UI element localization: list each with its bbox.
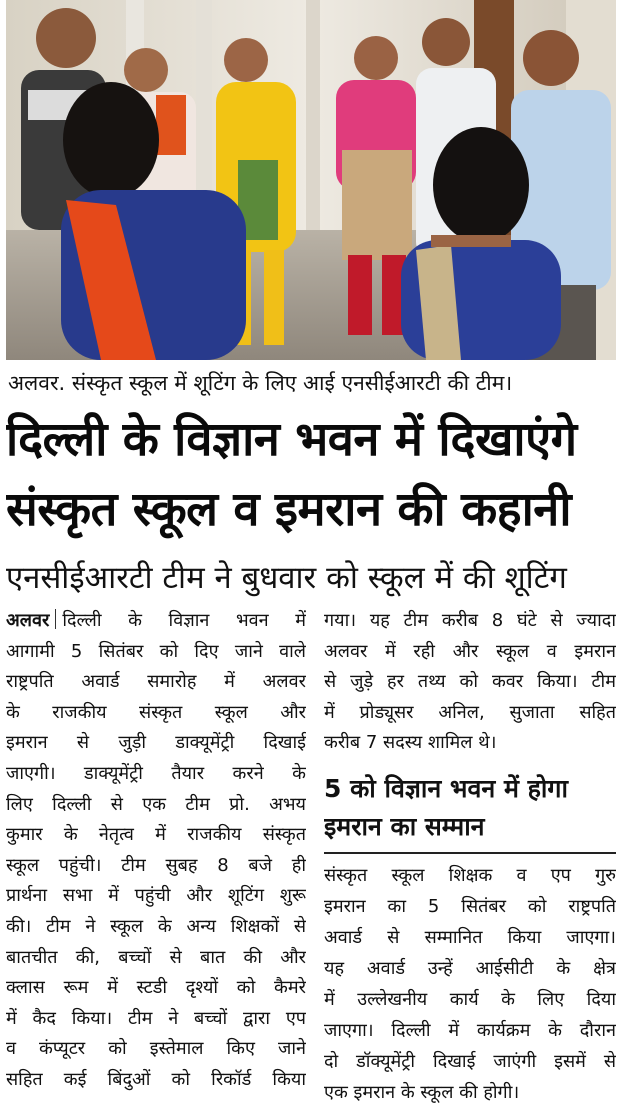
photo-caption: अलवर. संस्कृत स्कूल में शूटिंग के लिए आई एनसीईआरटी की टीम। (8, 371, 513, 395)
article-text: दिल्ली के विज्ञान भवन में (62, 610, 306, 631)
group-photo-icon (6, 0, 616, 360)
headline (6, 405, 616, 545)
article-column-right-section (324, 860, 616, 1108)
article-line: से जुड़े हर तथ्य को कवर किया। टीम (324, 671, 616, 693)
article-line: जाएगी। डाक्यूमेंट्री तैयार करने के (6, 762, 306, 784)
article-line: क्लास रूम में स्टडी दृश्यों को कैमरे (6, 977, 306, 999)
article-line: लिए दिल्ली से एक टीम प्रो. अभय (6, 793, 306, 815)
article-line: स्कूल पहुंची। टीम सुबह 8 बजे ही (6, 854, 306, 876)
article-line: में प्रोड्यूसर अनिल, सुजाता सहित (324, 701, 616, 723)
article-line: की। टीम ने स्कूल के अन्य शिक्षकों से (6, 915, 306, 937)
article-column-right (324, 606, 616, 759)
article-line: इमरान से जुड़ी डाक्यूमेंट्री दिखाई (6, 732, 306, 754)
article-line: अलवर में रही और स्कूल व इमरान (324, 640, 616, 662)
article-line (6, 606, 306, 637)
article-line: बातचीत की, बच्चों से बात की और (6, 946, 306, 968)
article-column-left (6, 606, 306, 1096)
article-line: में कैद किया। टीम ने बच्चों द्वारा एप (6, 1007, 306, 1029)
article-line: जाएगा। दिल्ली में कार्यक्रम के दौरान (324, 1020, 616, 1041)
article-line: राष्ट्रपति अवार्ड समारोह में अलवर (6, 671, 306, 693)
section-subheading-line-2: इमरान का सम्मान (324, 812, 485, 841)
article-line: व कंप्यूटर को इस्तेमाल किए जाने (6, 1038, 306, 1060)
article-line: करीब 7 सदस्य शामिल थे। (324, 732, 497, 754)
article-line: गया। यह टीम करीब 8 घंटे से ज्यादा (324, 610, 616, 631)
article-line: संस्कृत स्कूल शिक्षक व एप गुरु (324, 865, 616, 886)
article-line: इमरान का 5 सितंबर को राष्ट्रपति (324, 896, 616, 917)
section-subheading-line-1: 5 को विज्ञान भवन में होगा (324, 774, 568, 803)
article-line: अवार्ड से सम्मानित किया जाएगा। (324, 927, 616, 948)
section-divider (324, 852, 616, 854)
dateline: अलवर (6, 610, 50, 631)
section-subheading (324, 770, 616, 846)
article-line: कुमार के नेतृत्व में राजकीय संस्कृत (6, 824, 306, 846)
article-line: के राजकीय संस्कृत स्कूल और (6, 701, 306, 723)
article-line: आगामी 5 सितंबर को दिए जाने वाले (6, 640, 306, 662)
headline-line-1: दिल्ली के विज्ञान भवन में दिखाएंगे (6, 412, 577, 467)
article-line: यह अवार्ड उन्हें आईसीटी के क्षेत्र (324, 958, 616, 979)
subheadline: एनसीईआरटी टीम ने बुधवार को स्कूल में की शूटिंग (6, 560, 567, 596)
article-line: दो डॉक्यूमेंट्री दिखाई जाएंगी इसमें से (324, 1051, 616, 1072)
news-photo (6, 0, 616, 360)
headline-line-2: संस्कृत स्कूल व इमरान की कहानी (6, 482, 572, 537)
article-line: सहित कई बिंदुओं को रिकॉर्ड किया (6, 1068, 306, 1090)
article-line: एक इमरान के स्कूल की होगी। (324, 1082, 520, 1103)
article-line: में उल्लेखनीय कार्य के लिए दिया (324, 989, 616, 1010)
dateline-separator (55, 609, 56, 629)
article-line: प्रार्थना सभा में पहुंची और शूटिंग शुरू (6, 885, 306, 907)
